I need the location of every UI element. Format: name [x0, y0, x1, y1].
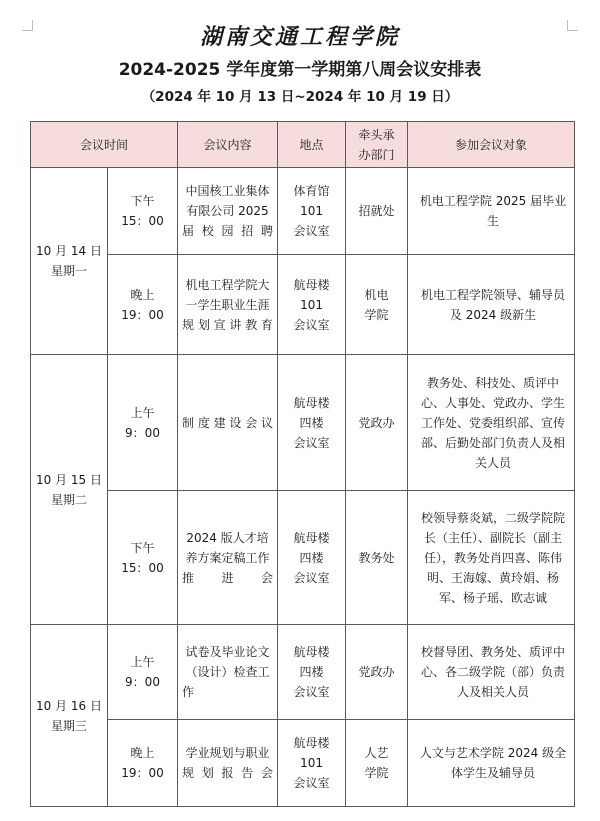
meeting-location [278, 720, 346, 807]
meeting-dept [346, 168, 408, 255]
location-line: 会议室 [293, 570, 330, 585]
location-line: 会议室 [293, 685, 330, 699]
table-row [31, 720, 575, 807]
meeting-period: 上午 [130, 405, 155, 420]
col-header-dept: 牵头承办部门 [346, 122, 408, 168]
table-header-row [31, 122, 575, 168]
location-line: 101 [300, 204, 323, 218]
document-header [0, 22, 600, 108]
meeting-attendees: 人文与艺术学院 2024 级全体学生及辅导员 [408, 720, 575, 807]
meeting-time [108, 625, 178, 720]
meeting-period: 晚上 [130, 287, 155, 302]
meeting-location [278, 355, 346, 491]
location-line: 航母楼 [293, 395, 330, 410]
dept-line: 人艺 [364, 746, 389, 760]
location-line: 会议室 [293, 435, 330, 450]
day-date: 10 月 15 日 [36, 472, 102, 487]
dept-line: 机电 [364, 287, 389, 302]
location-line: 航母楼 [293, 277, 330, 292]
dept-line: 学院 [364, 307, 389, 322]
meeting-dept [346, 491, 408, 625]
meeting-time [108, 255, 178, 355]
meeting-clock: 9：00 [125, 425, 160, 440]
col-header-content: 会议内容 [178, 122, 278, 168]
table-row [31, 255, 575, 355]
meeting-clock: 19：00 [121, 766, 164, 780]
document-title: 2024-2025 学年度第一学期第八周会议安排表 [118, 60, 482, 80]
table-row [31, 355, 575, 491]
location-line: 会议室 [293, 776, 330, 790]
col-header-time: 会议时间 [31, 122, 178, 168]
school-name: 湖南交通工程学院 [199, 24, 400, 50]
meeting-clock: 9：00 [125, 675, 160, 689]
meeting-attendees: 机电工程学院领导、辅导员及 2024 级新生 [408, 255, 575, 355]
table-row [31, 491, 575, 625]
day-date: 10 月 16 日 [36, 698, 102, 713]
meeting-content: 中国核工业集体有限公司 2025 届校园招聘 [178, 168, 278, 255]
meeting-period: 上午 [130, 655, 155, 669]
location-line: 101 [300, 297, 323, 312]
meeting-dept [346, 355, 408, 491]
meeting-clock: 19：00 [121, 307, 164, 322]
meeting-period: 下午 [130, 540, 155, 555]
col-header-location: 地点 [278, 122, 346, 168]
meeting-time [108, 491, 178, 625]
location-line: 航母楼 [293, 645, 330, 659]
meeting-period: 晚上 [130, 746, 155, 760]
meeting-location [278, 625, 346, 720]
table-row [31, 168, 575, 255]
location-line: 四楼 [299, 415, 324, 430]
meeting-schedule-table [30, 121, 575, 807]
meeting-time [108, 355, 178, 491]
day-weekday: 星期一 [50, 264, 87, 278]
meeting-attendees: 教务处、科技处、质评中心、人事处、党政办、学生工作处、党委组织部、宣传部、后勤处部门负责人及相关人员 [408, 355, 575, 491]
day-cell [31, 168, 108, 355]
meeting-period: 下午 [130, 194, 155, 208]
dept-line: 招就处 [358, 204, 395, 218]
location-line: 101 [300, 756, 323, 770]
day-weekday: 星期二 [50, 492, 87, 507]
meeting-attendees: 校督导团、教务处、质评中心、各二级学院（部）负责人及相关人员 [408, 625, 575, 720]
dept-line: 党政办 [358, 665, 395, 679]
meeting-location [278, 255, 346, 355]
col-header-attendees: 参加会议对象 [408, 122, 575, 168]
meeting-location [278, 491, 346, 625]
day-date: 10 月 14 日 [36, 244, 102, 258]
meeting-attendees: 校领导蔡炎斌，二级学院院长（主任）、副院长（副主任），教务处肖四喜、陈伟明、王海嫁、黄玲娟、杨军、杨子瑶、欧志诚 [408, 491, 575, 625]
meeting-dept [346, 720, 408, 807]
meeting-dept [346, 255, 408, 355]
day-weekday: 星期三 [50, 718, 87, 733]
location-line: 四楼 [299, 665, 324, 679]
meeting-content: 机电工程学院大一学生职业生涯规划宣讲教育 [178, 255, 278, 355]
day-cell [31, 355, 108, 625]
dept-line: 党政办 [358, 415, 395, 430]
meeting-time [108, 720, 178, 807]
location-line: 会议室 [293, 224, 330, 238]
location-line: 航母楼 [293, 530, 330, 545]
meeting-time [108, 168, 178, 255]
meeting-content: 2024 版人才培养方案定稿工作推进会 [178, 491, 278, 625]
meeting-dept [346, 625, 408, 720]
dept-line: 教务处 [358, 550, 395, 565]
meeting-location [278, 168, 346, 255]
day-cell [31, 625, 108, 807]
table-row [31, 625, 575, 720]
location-line: 体育馆 [293, 184, 330, 198]
meeting-clock: 15：00 [121, 214, 164, 228]
meeting-content: 试卷及毕业论文（设计）检查工作 [178, 625, 278, 720]
meeting-content: 制度建设会议 [178, 355, 278, 491]
location-line: 四楼 [299, 550, 324, 565]
dept-line: 学院 [364, 766, 389, 780]
location-line: 航母楼 [293, 736, 330, 750]
meeting-content: 学业规划与职业规划报告会 [178, 720, 278, 807]
location-line: 会议室 [293, 317, 330, 332]
date-range: （2024 年 10 月 13 日~2024 年 10 月 19 日） [141, 89, 459, 105]
meeting-attendees: 机电工程学院 2025 届毕业生 [408, 168, 575, 255]
meeting-clock: 15：00 [121, 560, 164, 575]
